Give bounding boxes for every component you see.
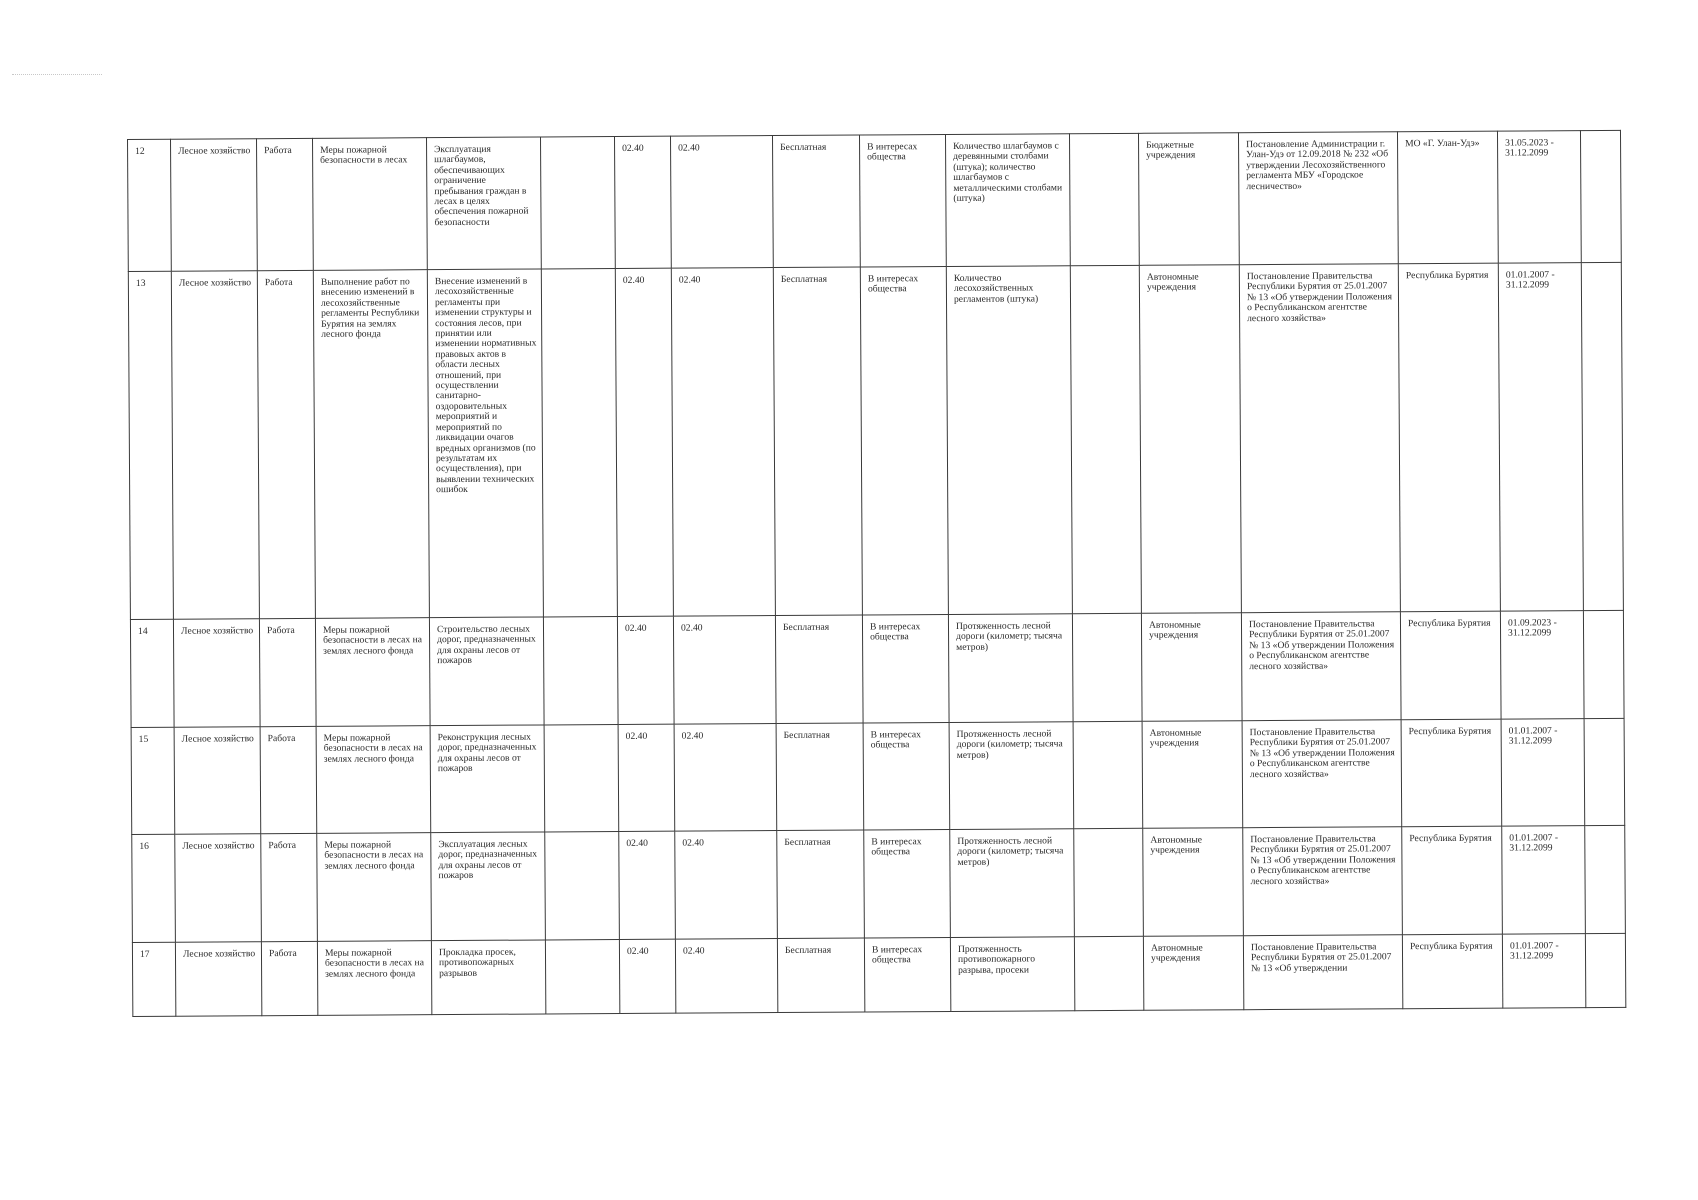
- okved-code-cell-2: 02.40: [675, 939, 777, 1014]
- row-number-cell: 15: [131, 727, 175, 834]
- okved-code-cell: 02.40: [615, 268, 673, 616]
- institution-type-cell: Автономные учреждения: [1139, 265, 1241, 614]
- payment-cell: Бесплатная: [773, 267, 862, 616]
- owner-cell: Республика Бурятия: [1398, 263, 1500, 612]
- indicator-cell: Количество шлагбаумов с деревянными столбами (штука); количество шлагбаумов с металлическими столбами (штука): [945, 134, 1070, 267]
- legal-act-cell: Постановление Правительства Республики Бурятия от 25.01.2007 № 13 «Об утверждении Положения о Республиканском агентстве лесного хозяйства»: [1242, 720, 1402, 828]
- empty-cell: [1072, 613, 1142, 721]
- period-cell: 31.05.2023 - 31.12.2099: [1497, 131, 1581, 264]
- table-row: [128, 262, 1623, 619]
- service-content-cell: Внесение изменений в лесохозяйственные регламенты при изменении структуры и состояния лесов, при принятии или изменении нормативных правовых актов в области лесных отношений, при осуществлении санитарно-оздоровительных мероприятий и мероприятий по ликвидации очагов вредных организмов (по результатам их осуществления), при выявлении технических ошибок: [427, 269, 543, 618]
- sector-cell: Лесное хозяйство: [175, 942, 261, 1017]
- legal-act-cell: Постановление Правительства Республики Бурятия от 25.01.2007 № 13 «Об утверждении Положения о Республиканском агентстве лесного хозяйства»: [1239, 264, 1400, 613]
- indicator-cell: Протяженность лесной дороги (километр; тысяча метров): [949, 722, 1074, 830]
- empty-cell: [1074, 828, 1144, 936]
- okved-code-cell-2: 02.40: [671, 268, 775, 617]
- service-name-cell: Меры пожарной безопасности в лесах на землях лесного фонда: [315, 618, 430, 727]
- empty-cell: [541, 269, 617, 617]
- legal-act-cell: Постановление Правительства Республики Бурятия от 25.01.2007 № 13 «Об утверждении Положения о Республиканском агентстве лесного хозяйства»: [1243, 827, 1403, 936]
- interest-cell: В интересах общества: [860, 266, 948, 615]
- okved-code-cell: 02.40: [619, 831, 676, 939]
- service-name-cell: Меры пожарной безопасности в лесах на землях лесного фонда: [317, 941, 431, 1016]
- okved-code-cell: 02.40: [618, 724, 675, 831]
- empty-cell: [1583, 610, 1624, 718]
- legal-act-cell: Постановление Правительства Республики Бурятия от 25.01.2007 № 13 «Об утверждении Положения о Республиканском агентстве лесного хозяйства»: [1241, 612, 1401, 721]
- empty-cell: [545, 940, 619, 1014]
- empty-cell: [1073, 721, 1143, 828]
- row-number-cell: 12: [128, 139, 172, 271]
- institution-type-cell: Бюджетные учреждения: [1138, 133, 1239, 266]
- owner-cell: Республика Бурятия: [1402, 934, 1502, 1009]
- payment-cell: Бесплатная: [772, 135, 860, 268]
- table-row: [130, 610, 1624, 727]
- okved-code-cell: 02.40: [617, 616, 674, 724]
- owner-cell: Республика Бурятия: [1400, 611, 1501, 720]
- row-number-cell: 14: [130, 619, 174, 727]
- type-cell: Работа: [261, 833, 318, 941]
- owner-cell: Республика Бурятия: [1402, 826, 1503, 935]
- empty-cell: [544, 725, 619, 832]
- sector-cell: Лесное хозяйство: [171, 139, 258, 272]
- sector-cell: Лесное хозяйство: [171, 271, 259, 620]
- type-cell: Работа: [257, 270, 315, 618]
- service-content-cell: Эксплуатация лесных дорог, предназначенных для охраны лесов от пожаров: [431, 832, 546, 941]
- interest-cell: В интересах общества: [862, 614, 949, 723]
- period-cell: 01.01.2007 - 31.12.2099: [1502, 934, 1585, 1009]
- row-number-cell: 16: [132, 834, 176, 942]
- legal-act-cell: Постановление Правительства Республики Бурятия от 25.01.2007 № 13 «Об утверждении: [1243, 935, 1402, 1010]
- indicator-cell: Количество лесохозяйственных регламентов (штука): [946, 266, 1072, 615]
- sector-cell: Лесное хозяйство: [175, 834, 262, 943]
- empty-cell: [1581, 262, 1623, 610]
- empty-cell: [1069, 133, 1139, 265]
- indicator-cell: Протяженность лесной дороги (километр; тысяча метров): [948, 614, 1073, 723]
- service-content-cell: Эксплуатация шлагбаумов, обеспечивающих ограничение пребывания граждан в лесах в целях обеспечения пожарной безопасности: [426, 137, 541, 270]
- interest-cell: В интересах общества: [863, 722, 950, 830]
- service-content-cell: Реконструкция лесных дорог, предназначенных для охраны лесов от пожаров: [430, 725, 545, 833]
- table-row: [132, 933, 1625, 1016]
- indicator-cell: Протяженность лесной дороги (километр; тысяча метров): [950, 829, 1075, 938]
- period-cell: 01.01.2007 - 31.12.2099: [1501, 719, 1585, 827]
- service-name-cell: Меры пожарной безопасности в лесах на землях лесного фонда: [317, 833, 432, 942]
- type-cell: Работа: [259, 618, 316, 726]
- type-cell: Работа: [257, 138, 314, 270]
- payment-cell: Бесплатная: [776, 723, 864, 831]
- okved-code-cell: 02.40: [619, 939, 675, 1013]
- indicator-cell: Протяженность противопожарного разрыва, просеки: [950, 937, 1074, 1012]
- okved-code-cell-2: 02.40: [675, 831, 778, 940]
- registry-table: [127, 130, 1626, 1017]
- row-number-cell: 13: [128, 271, 173, 619]
- type-cell: Работа: [261, 941, 317, 1015]
- table-row: [128, 130, 1622, 271]
- service-name-cell: Выполнение работ по внесению изменений в лесохозяйственные регламенты Республики Бурятия на землях лесного фонда: [313, 270, 429, 619]
- institution-type-cell: Автономные учреждения: [1143, 828, 1244, 937]
- sector-cell: Лесное хозяйство: [174, 727, 261, 835]
- empty-cell: [545, 832, 620, 940]
- service-name-cell: Меры пожарной безопасности в лесах: [312, 138, 427, 271]
- service-content-cell: Прокладка просек, противопожарных разрывов: [431, 940, 545, 1015]
- interest-cell: В интересах общества: [864, 829, 951, 938]
- empty-cell: [1070, 265, 1141, 613]
- empty-cell: [1585, 933, 1625, 1007]
- empty-cell: [540, 137, 615, 269]
- okved-code-cell-2: 02.40: [673, 616, 776, 725]
- table-row: [132, 825, 1626, 942]
- table-row: [131, 718, 1625, 834]
- empty-cell: [1584, 718, 1625, 825]
- legal-act-cell: Постановление Администрации г. Улан-Удэ от 12.09.2018 № 232 «Об утверждении Лесохозяйственного регламента МБУ «Городское лесничество»: [1238, 132, 1398, 265]
- period-cell: 01.09.2023 - 31.12.2099: [1500, 611, 1584, 720]
- interest-cell: В интересах общества: [864, 937, 950, 1012]
- service-content-cell: Строительство лесных дорог, предназначенных для охраны лесов от пожаров: [429, 617, 544, 726]
- row-number-cell: 17: [132, 942, 175, 1016]
- scan-artifact: [12, 74, 102, 77]
- payment-cell: Бесплатная: [777, 938, 864, 1013]
- institution-type-cell: Автономные учреждения: [1143, 936, 1243, 1011]
- payment-cell: Бесплатная: [777, 830, 865, 939]
- okved-code-cell: 02.40: [614, 136, 671, 268]
- empty-cell: [543, 617, 618, 725]
- empty-cell: [1074, 936, 1143, 1010]
- type-cell: Работа: [260, 726, 317, 833]
- period-cell: 01.01.2007 - 31.12.2099: [1498, 263, 1583, 612]
- interest-cell: В интересах общества: [859, 135, 946, 268]
- owner-cell: МО «Г. Улан-Удэ»: [1397, 131, 1498, 264]
- owner-cell: Республика Бурятия: [1401, 719, 1502, 827]
- empty-cell: [1580, 130, 1621, 262]
- service-name-cell: Меры пожарной безопасности в лесах на землях лесного фонда: [316, 726, 431, 834]
- okved-code-cell-2: 02.40: [674, 724, 777, 832]
- okved-code-cell-2: 02.40: [670, 136, 773, 269]
- payment-cell: Бесплатная: [775, 615, 863, 724]
- institution-type-cell: Автономные учреждения: [1142, 721, 1243, 829]
- sector-cell: Лесное хозяйство: [173, 619, 260, 728]
- period-cell: 01.01.2007 - 31.12.2099: [1502, 826, 1586, 935]
- institution-type-cell: Автономные учреждения: [1141, 613, 1242, 722]
- empty-cell: [1585, 825, 1626, 933]
